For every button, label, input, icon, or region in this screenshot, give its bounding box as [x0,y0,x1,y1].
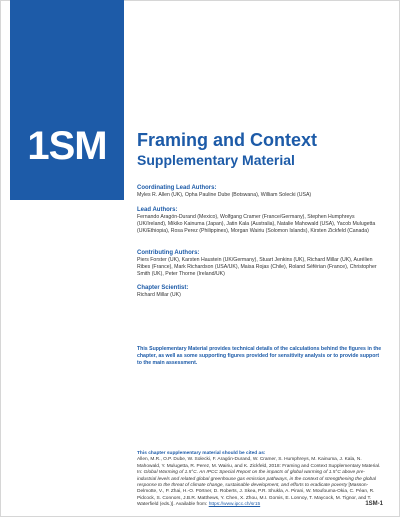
citation-text [137,457,383,508]
lead-heading: Lead Authors: [137,207,178,213]
lead-names: Fernando Aragón-Durand (Mexico), Wolfgang Cramer (France/Germany), Stephen Humphreys (UK/Ireland), Mikiko Kainuma (Japan), Jatin Kala (Australia), Natalie Mahowald (USA), Yacob Mulugetta (UK/Ethiopia), Rosa Perez (Philippines), Morgan Wairiu (Solomon Islands), Kirsten Zickfeld (Canada) [137,214,376,234]
page-title: Framing and Context [137,130,318,150]
chapter-scientist [137,284,383,299]
citation-authors: Allen, M.R., O.P. Dube, W. Solecki, F. Aragón-Durand, W. Cramer, S. Humphreys, M. Kainuma, J. Kala, N. Mahowald, Y. Mulugetta, R. Perez, M. Wairiu, and K. Zickfeld, 2018: Framing and Context Supplementary Material. In: [137,457,381,476]
page-subtitle: Supplementary Material [137,152,295,168]
citation-block [137,451,383,509]
scientist-heading: Chapter Scientist: [137,285,189,291]
contributing-authors [137,249,383,278]
lead-authors [137,206,383,235]
page-number: 1SM-1 [365,501,383,507]
coordinating-names: Myles R. Allen (UK), Opha Pauline Dube (Botswana), William Solecki (USA) [137,192,312,198]
contributing-heading: Contributing Authors: [137,250,200,256]
chapter-number: 1SM [27,124,107,168]
citation-intro: This chapter supplementary material should be cited as: [137,451,266,456]
citation-editors: [Masson-Delmotte, V., P. Zhai, H.-O. Pörtner, D. Roberts, J. Skea, P.R. Shukla, A. Pirani, W. Moufouma-Okia, C. Péan, R. Pidcock, S. Connors, J.B.R. Matthews, Y. Chen, X. Zhou, M.I. Gomis, E. Lonnoy, T. Maycock, M. Tignor, and T. Waterfield (eds.)]. Available from: [137,483,375,508]
scientist-names: Richard Millar (UK) [137,292,181,298]
coordinating-heading: Coordinating Lead Authors: [137,185,217,191]
coordinating-lead-authors [137,184,383,199]
citation-book-title: Global Warming of 1.5°C. An IPCC Special Report on the impacts of global warming of 1.5°C above pre-industrial levels and related global greenhouse gas emission pathways, in the context of strengthening the global response to the threat of climate change, sustainable development, and efforts to eradicate poverty [137,470,376,489]
citation-link[interactable]: https://www.ipcc.ch/sr15 [208,502,261,508]
chapter-tab [10,0,124,200]
contributing-names: Piers Forster (UK), Karsten Haustein (UK/Germany), Stuart Jenkins (UK), Richard Millar (UK), Aurélien Ribes (France), Mark Richardson (USA/UK), Maisa Rojas (Chile), Roland Séférian (France), Christopher Smith (UK), Peter Thorne (Ireland/UK) [137,257,377,277]
abstract: This Supplementary Material provides technical details of the calculations behind the figures in the chapter, as well as some supporting figures provided for sensitivity analysis or to provide support to the main assessment. [137,346,382,366]
